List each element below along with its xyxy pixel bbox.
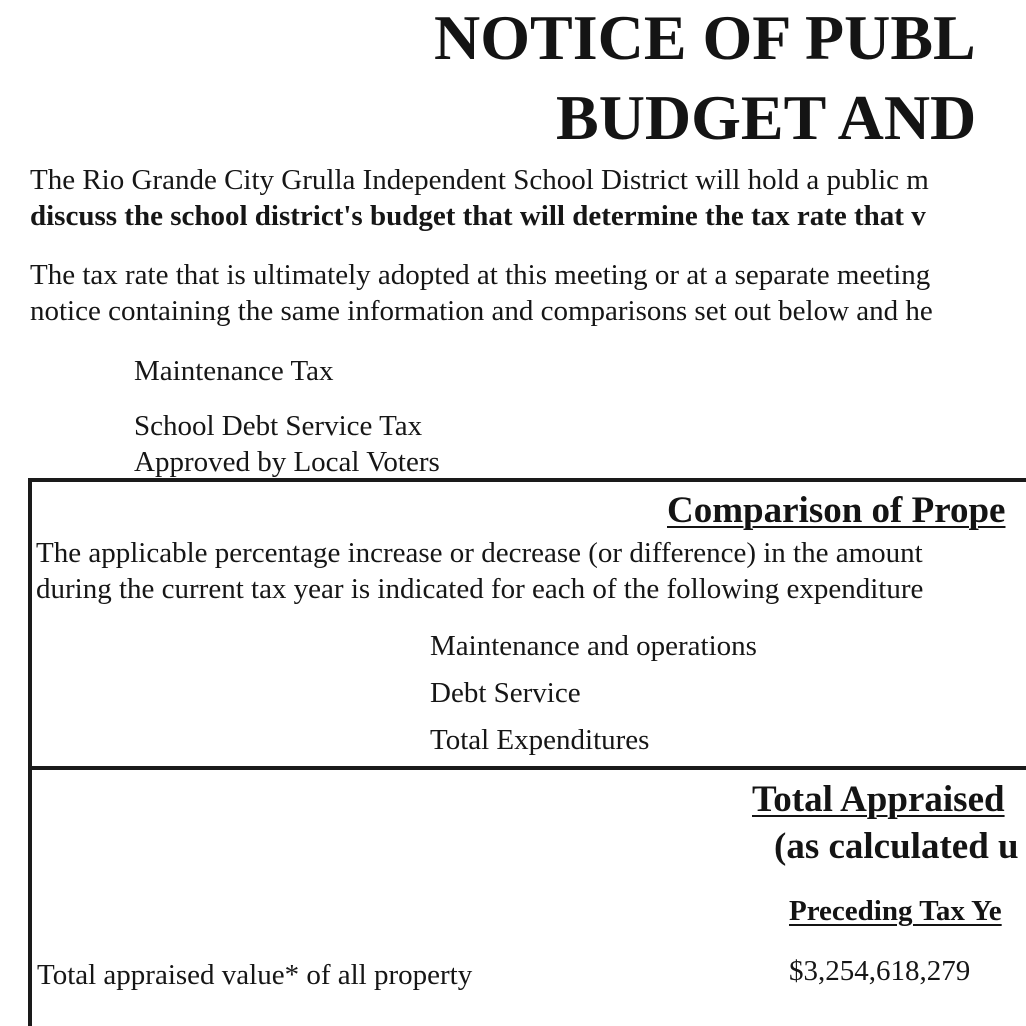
notice-title-line-1: NOTICE OF PUBL bbox=[434, 2, 976, 73]
total-appraised-value-label: Total appraised value* of all property bbox=[37, 959, 473, 991]
debt-service-tax-label-line-2: Approved by Local Voters bbox=[134, 446, 440, 478]
debt-service-tax-label-line-1: School Debt Service Tax bbox=[134, 410, 423, 442]
notice-title-line-2: BUDGET AND bbox=[556, 82, 977, 153]
preceding-tax-year-header: Preceding Tax Ye bbox=[789, 895, 1002, 927]
appraised-title: Total Appraised bbox=[752, 779, 1005, 820]
intro-line-1: The Rio Grande City Grulla Independent School District will hold a public m bbox=[30, 164, 929, 196]
tax-rate-line-1: The tax rate that is ultimately adopted at this meeting or at a separate meeting bbox=[30, 259, 931, 291]
debt-service-tax-label bbox=[134, 408, 440, 480]
tax-rate-paragraph bbox=[30, 257, 933, 329]
total-appraised-value-preceding: $3,254,618,279 bbox=[789, 955, 971, 987]
expenditure-row-maintenance: Maintenance and operations bbox=[430, 630, 757, 662]
comparison-description bbox=[36, 535, 923, 607]
comparison-title: Comparison of Prope bbox=[667, 490, 1006, 531]
maintenance-tax-label: Maintenance Tax bbox=[134, 355, 334, 387]
expenditure-row-debt-service: Debt Service bbox=[430, 677, 581, 709]
comparison-desc-line-1: The applicable percentage increase or decrease (or difference) in the amount bbox=[36, 537, 923, 569]
appraised-subtitle: (as calculated u bbox=[774, 826, 1019, 867]
tax-rate-line-2: notice containing the same information and comparisons set out below and he bbox=[30, 295, 933, 327]
intro-paragraph bbox=[30, 162, 929, 234]
intro-line-2-bold: discuss the school district's budget that will determine the tax rate that v bbox=[30, 200, 926, 232]
expenditure-row-total: Total Expenditures bbox=[430, 724, 650, 756]
comparison-desc-line-2: during the current tax year is indicated for each of the following expenditure bbox=[36, 573, 924, 605]
